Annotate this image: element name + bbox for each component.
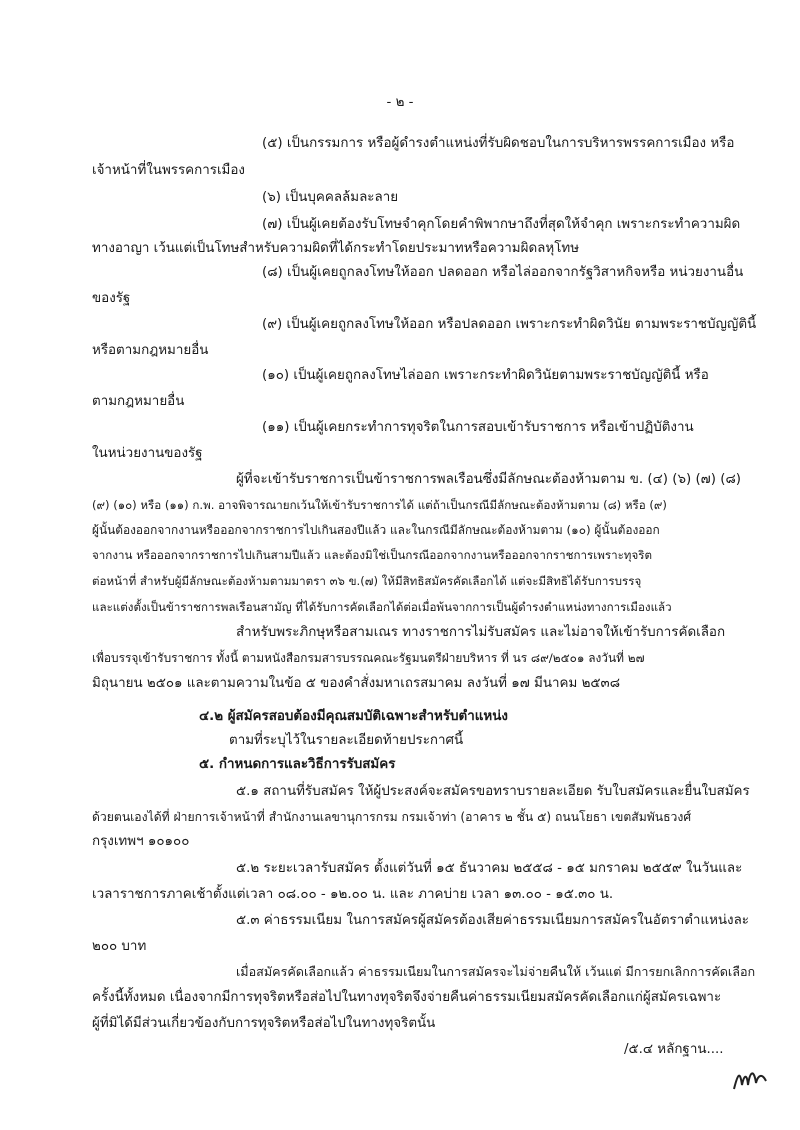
body-line: และแต่งตั้งเป็นข้าราชการพลเรือนสามัญ ที่ได้รับการคัดเลือกได้ต่อเมื่อพ้นจากการเป็นผู้ดำรงตำแหน่งทางการเมืองแล้ว xyxy=(92,599,672,614)
body-line: หรือตามกฎหมายอื่น xyxy=(92,342,209,358)
body-line: (๘) เป็นผู้เคยถูกลงโทษให้ออก ปลดออก หรือไล่ออกจากรัฐวิสาหกิจหรือ หน่วยงานอื่น xyxy=(262,264,744,280)
body-line: (๑๐) เป็นผู้เคยถูกลงโทษไล่ออก เพราะกระทำผิดวินัยตามพระราชบัญญัตินี้ หรือ xyxy=(262,368,709,384)
body-line: ในหน่วยงานของรัฐ xyxy=(92,446,203,461)
body-line: ของรัฐ xyxy=(92,290,131,306)
body-line: เวลาราชการภาคเช้าตั้งแต่เวลา ๐๘.๐๐ - ๑๒.๐๐ น. และ ภาคบ่าย เวลา ๑๓.๐๐ - ๑๕.๓๐ น. xyxy=(92,886,614,902)
body-line: เพื่อบรรจุเข้ารับราชการ ทั้งนี้ ตามหนังสือกรมสารบรรณคณะรัฐมนตรีฝ่ายบริหาร ที่ นร ๘๙/๒๕๐๑ ลงวันที่ ๒๗ xyxy=(92,651,645,666)
body-line: ทางอาญา เว้นแต่เป็นโทษสำหรับความผิดที่ได้กระทำโดยประมาทหรือความผิดลหุโทษ xyxy=(92,240,580,256)
body-line: ผู้นั้นต้องออกจากงานหรือออกจากราชการไปเกินสองปีแล้ว และในกรณีมีลักษณะต้องห้ามตาม (๑๐) ผู้นั้นต้องออก xyxy=(92,522,660,537)
body-line: สำหรับพระภิกษุหรือสามเณร ทางราชการไม่รับสมัคร และไม่อาจให้เข้ารับการคัดเลือก xyxy=(236,624,726,640)
body-line: ๒๐๐ บาท xyxy=(92,938,147,954)
body-line: ๕.๓ ค่าธรรมเนียม ในการสมัครผู้สมัครต้องเสียค่าธรรมเนียมการสมัครในอัตราตำแหน่งละ xyxy=(236,912,749,928)
body-line: ครั้งนี้ทั้งหมด เนื่องจากมีการทุจริตหรือส่อไปในทางทุจริตจึงจ่ายคืนค่าธรรมเนียมสมัครคัดเลือกแก่ผู้สมัครเฉพาะ xyxy=(92,990,722,1006)
body-line: (๑๑) เป็นผู้เคยกระทำการทุจริตในการสอบเข้ารับราชการ หรือเข้าปฏิบัติงาน xyxy=(262,420,694,436)
section-heading: ๕. กำหนดการและวิธีการรับสมัคร xyxy=(199,757,396,773)
body-line: (๙) เป็นผู้เคยถูกลงโทษให้ออก หรือปลดออก เพราะกระทำผิดวินัย ตามพระราชบัญญัตินี้ xyxy=(262,316,757,332)
body-line: ๕.๑ สถานที่รับสมัคร ให้ผู้ประสงค์จะสมัครขอทราบรายละเอียด รับใบสมัครและยื่นใบสมัคร xyxy=(236,784,750,800)
body-line: ตามที่ระบุไว้ในรายละเอียดท้ายประกาศนี้ xyxy=(229,733,464,749)
body-line: เจ้าหน้าที่ในพรรคการเมือง xyxy=(92,163,245,179)
section-heading: ๔.๒ ผู้สมัครสอบต้องมีคุณสมบัติเฉพาะสำหรับตำแหน่ง xyxy=(199,709,508,725)
body-line: (๕) เป็นกรรมการ หรือผู้ดำรงตำแหน่งที่รับผิดชอบในการบริหารพรรคการเมือง หรือ xyxy=(262,135,735,151)
page-number: - ๒ - xyxy=(386,95,414,110)
body-line: ต่อหน้าที่ สำหรับผู้มีลักษณะต้องห้ามตามมาตรา ๓๖ ข.(๗) ให้มีสิทธิสมัครคัดเลือกได้ แต่จะมีสิทธิได้รับการบรรจุ xyxy=(92,573,642,588)
body-line: ผู้ที่มิได้มีส่วนเกี่ยวข้องกับการทุจริตหรือส่อไปในทางทุจริตนั้น xyxy=(92,1016,436,1032)
body-line: ผู้ที่จะเข้ารับราชการเป็นข้าราชการพลเรือนซึ่งมีลักษณะต้องห้ามตาม ข. (๔) (๖) (๗) (๘) xyxy=(236,471,742,487)
body-line: (๗) เป็นผู้เคยต้องรับโทษจำคุกโดยคำพิพากษาถึงที่สุดให้จำคุก เพราะกระทำความผิด xyxy=(262,216,741,232)
body-line: ๕.๒ ระยะเวลารับสมัคร ตั้งแต่วันที่ ๑๕ ธันวาคม ๒๕๕๘ - ๑๕ มกราคม ๒๕๕๙ ในวันและ xyxy=(236,860,743,876)
body-line: (๖) เป็นบุคคลล้มละลาย xyxy=(262,189,399,205)
signature-mark xyxy=(730,1065,770,1095)
body-line: กรุงเทพฯ ๑๐๑๐๐ xyxy=(92,834,190,850)
body-line: มิถุนายน ๒๕๐๑ และตามความในข้อ ๕ ของคำสั่งมหาเถรสมาคม ลงวันที่ ๑๗ มีนาคม ๒๕๓๘ xyxy=(92,676,621,692)
continuation-note: /๕.๔ หลักฐาน.... xyxy=(624,1042,724,1057)
body-line: จากงาน หรือออกจากราชการไปเกินสามปีแล้ว และต้องมิใช่เป็นกรณีออกจากงานหรือออกจากราชการเพราะทุจริต xyxy=(92,547,652,562)
body-line: ตามกฎหมายอื่น xyxy=(92,394,185,410)
body-line: เมื่อสมัครคัดเลือกแล้ว ค่าธรรมเนียมในการสมัครจะไม่จ่ายคืนให้ เว้นแต่ มีการยกเลิกการคัดเลือก xyxy=(236,964,756,980)
body-line: (๙) (๑๐) หรือ (๑๑) ก.พ. อาจพิจารณายกเว้นให้เข้ารับราชการได้ แต่ถ้าเป็นกรณีมีลักษณะต้องห้ามตาม (๘) หรือ (๙) xyxy=(92,497,667,512)
body-line: ด้วยตนเองได้ที่ ฝ่ายการเจ้าหน้าที่ สำนักงานเลขานุการกรม กรมเจ้าท่า (อาคาร ๒ ชั้น ๕) ถนนโยธา เขตสัมพันธวงศ์ xyxy=(92,810,692,825)
